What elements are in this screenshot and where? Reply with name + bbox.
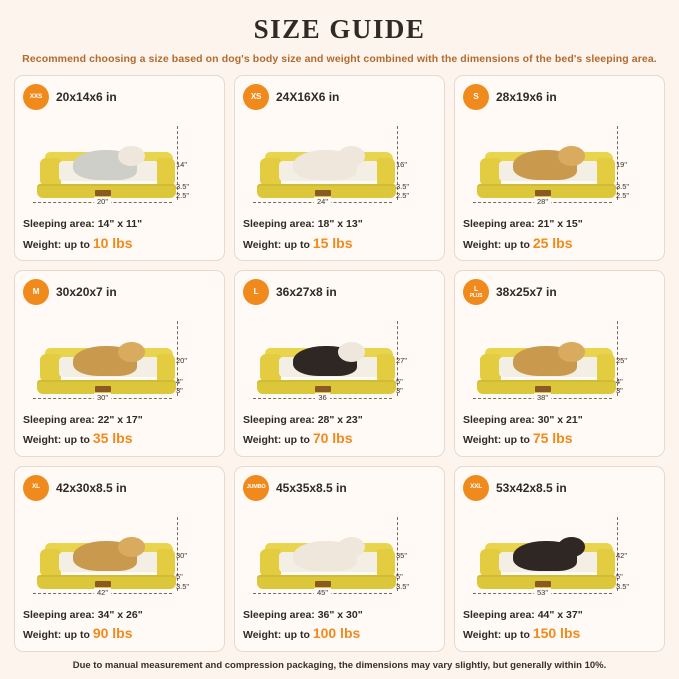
size-badge: [243, 84, 269, 110]
size-badge: [243, 279, 269, 305]
measure-width: 53": [534, 588, 551, 597]
size-info: [463, 412, 656, 450]
weight-label: Weight:: [243, 238, 282, 251]
size-card: [14, 75, 225, 261]
sleeping-area-value: 44" x 37": [537, 609, 583, 622]
bed-illustration: [463, 505, 656, 605]
bed-arm-right: [157, 158, 175, 186]
size-badge-label: L: [473, 285, 479, 293]
size-badge: [243, 475, 269, 501]
sleeping-area-row: [463, 607, 656, 623]
bed-brand-tag: [315, 190, 331, 196]
measure-width: 45": [314, 588, 331, 597]
sleeping-area-label: Sleeping area:: [463, 413, 535, 426]
height-measurements: [396, 551, 432, 591]
size-dimensions: 36x27x8 in: [276, 285, 337, 300]
measure-width: 28": [534, 197, 551, 206]
weight-label: Weight:: [243, 629, 282, 642]
weight-up-to: up to: [504, 238, 530, 251]
height-measurements: [616, 160, 652, 200]
measure-wall-height: 3.5": [176, 181, 190, 191]
sleeping-area-row: [23, 412, 216, 428]
bed-illustration: [23, 114, 216, 214]
weight-value: 70 lbs: [312, 429, 353, 446]
weight-label: Weight:: [243, 433, 282, 446]
bed-illustration: [463, 114, 656, 214]
bed-arm-left: [40, 158, 61, 186]
size-badge-label: L: [253, 287, 259, 297]
width-measurement: [473, 588, 612, 603]
size-card-header: [23, 475, 216, 501]
bed-brand-tag: [95, 190, 111, 196]
measure-base-height: 2.5": [616, 191, 630, 200]
size-badge: [463, 279, 489, 305]
weight-row: [463, 233, 656, 255]
size-info: [243, 216, 436, 254]
sleeping-area-label: Sleeping area:: [23, 218, 95, 231]
measure-overall-height: 35": [396, 550, 408, 560]
dog-bed-graphic: [37, 152, 176, 198]
weight-value: 75 lbs: [532, 429, 573, 446]
size-card-header: [243, 475, 436, 501]
measure-overall-height: 16": [396, 160, 408, 170]
width-measurement: [253, 392, 392, 408]
weight-up-to: up to: [284, 629, 310, 642]
sleeping-area-value: 36" x 30": [317, 609, 363, 622]
sleeping-area-row: [463, 412, 656, 428]
sleeping-area-label: Sleeping area:: [463, 218, 535, 231]
measure-base-height: 3": [176, 386, 183, 396]
size-info: [23, 607, 216, 645]
size-info: [463, 607, 656, 645]
sleeping-area-row: [463, 216, 656, 232]
weight-value: 35 lbs: [92, 429, 133, 446]
measure-base-height: 2.5": [176, 191, 190, 200]
size-badge: [463, 475, 489, 501]
weight-row: [23, 623, 216, 645]
bed-arm-right: [157, 549, 175, 577]
bed-brand-tag: [315, 581, 331, 587]
bed-brand-tag: [95, 581, 111, 587]
sleeping-area-row: [23, 607, 216, 623]
bed-arm-right: [597, 354, 615, 382]
dog-bed-graphic: [37, 543, 176, 589]
measure-wall-height: 5": [396, 376, 403, 386]
measure-base-height: 3.5": [616, 581, 630, 591]
bed-illustration: [463, 309, 656, 409]
weight-label: Weight:: [463, 629, 502, 642]
width-measurement: [473, 392, 612, 408]
sleeping-area-value: 22" x 17": [97, 413, 143, 426]
sleeping-area-value: 30" x 21": [537, 413, 583, 426]
weight-up-to: up to: [64, 629, 90, 642]
measure-overall-height: 42": [616, 550, 628, 560]
sleeping-area-label: Sleeping area:: [243, 413, 315, 426]
measure-wall-height: 5": [396, 572, 403, 582]
dog-bed-graphic: [257, 543, 396, 589]
size-badge-label: XXS: [29, 92, 43, 100]
sleeping-area-label: Sleeping area:: [243, 218, 315, 231]
sleeping-area-value: 28" x 23": [317, 413, 363, 426]
sleeping-area-label: Sleeping area:: [23, 413, 95, 426]
page-subtitle: Recommend choosing a size based on dog's body size and weight combined with the dimensions of the bed's sleeping area.: [22, 53, 657, 65]
weight-row: [23, 233, 216, 255]
bed-arm-left: [480, 549, 501, 577]
weight-value: 25 lbs: [532, 234, 573, 251]
bed-arm-left: [40, 354, 61, 382]
measure-base-height: 2.5": [396, 191, 410, 200]
sleeping-area-row: [243, 412, 436, 428]
weight-up-to: up to: [64, 433, 90, 446]
footnote: Due to manual measurement and compression packaging, the dimensions may vary slightly, but generally within 10%.: [72, 660, 607, 671]
bed-arm-right: [157, 354, 175, 382]
size-card-header: [243, 279, 436, 305]
size-badge: [23, 84, 49, 110]
dog-bed-graphic: [477, 152, 616, 198]
bed-arm-left: [260, 354, 281, 382]
bed-illustration: [243, 309, 436, 409]
bed-arm-left: [260, 549, 281, 577]
size-dimensions: 45x35x8.5 in: [276, 480, 347, 495]
height-measurements: [616, 356, 652, 396]
weight-label: Weight:: [23, 629, 62, 642]
dog-photo-head: [558, 342, 586, 362]
weight-value: 90 lbs: [92, 625, 133, 642]
weight-label: Weight:: [23, 433, 62, 446]
weight-row: [23, 428, 216, 450]
size-dimensions: 30x20x7 in: [56, 285, 117, 300]
height-measurements: [176, 160, 212, 200]
width-measurement: [473, 197, 612, 212]
weight-value: 150 lbs: [532, 625, 581, 642]
sleeping-area-value: 21" x 15": [537, 218, 583, 231]
sleeping-area-value: 18" x 13": [317, 218, 363, 231]
size-info: [23, 216, 216, 254]
weight-up-to: up to: [284, 433, 310, 446]
size-card-header: [463, 84, 656, 110]
weight-row: [243, 233, 436, 255]
dog-photo-head: [338, 342, 366, 362]
size-card-header: [23, 84, 216, 110]
dog-bed-graphic: [257, 152, 396, 198]
weight-row: [463, 623, 656, 645]
size-card: [234, 75, 445, 261]
size-card-header: [463, 475, 656, 501]
size-badge-label: S: [473, 92, 479, 101]
measure-wall-height: 3.5": [396, 181, 410, 191]
size-dimensions: 38x25x7 in: [496, 285, 557, 300]
bed-arm-left: [480, 354, 501, 382]
weight-up-to: up to: [284, 238, 310, 251]
width-measurement: [253, 588, 392, 603]
bed-illustration: [243, 114, 436, 214]
size-card-header: [463, 279, 656, 305]
sleeping-area-value: 34" x 26": [97, 609, 143, 622]
size-badge-label: M: [32, 287, 40, 297]
bed-brand-tag: [535, 386, 551, 392]
bed-arm-right: [377, 549, 395, 577]
size-card: [454, 270, 665, 456]
weight-up-to: up to: [504, 433, 530, 446]
width-measurement: [33, 197, 172, 212]
size-badge-label: JUMBO: [246, 483, 266, 490]
size-card-header: [243, 84, 436, 110]
sleeping-area-value: 14" x 11": [97, 218, 143, 231]
measure-overall-height: 19": [616, 160, 628, 170]
bed-brand-tag: [315, 386, 331, 392]
sleeping-area-row: [243, 607, 436, 623]
bed-illustration: [23, 505, 216, 605]
size-card: [14, 270, 225, 456]
dog-photo-head: [118, 342, 146, 362]
measure-overall-height: 14": [176, 160, 188, 170]
sleeping-area-label: Sleeping area:: [23, 609, 95, 622]
weight-value: 10 lbs: [92, 234, 133, 251]
size-info: [243, 607, 436, 645]
page-title: SIZE GUIDE: [253, 14, 426, 44]
weight-row: [243, 428, 436, 450]
size-card-grid: [14, 75, 665, 652]
bed-arm-left: [260, 158, 281, 186]
size-info: [243, 412, 436, 450]
measure-width: 20": [94, 197, 111, 206]
size-badge: [463, 84, 489, 110]
weight-up-to: up to: [64, 238, 90, 251]
size-dimensions: 24X16X6 in: [276, 90, 340, 104]
measure-overall-height: 25": [616, 355, 628, 365]
weight-label: Weight:: [23, 238, 62, 251]
size-dimensions: 42x30x8.5 in: [56, 480, 127, 495]
sleeping-area-row: [243, 216, 436, 232]
size-info: [463, 216, 656, 254]
measure-wall-height: 4": [616, 376, 623, 386]
bed-arm-right: [377, 354, 395, 382]
bed-brand-tag: [95, 386, 111, 392]
size-badge-sublabel: PLUS: [469, 292, 483, 299]
size-dimensions: 20x14x6 in: [56, 90, 117, 104]
measure-width: 24": [314, 197, 331, 206]
height-measurements: [396, 160, 432, 200]
measure-base-height: 3": [616, 386, 623, 396]
measure-width: 30": [94, 393, 111, 402]
bed-illustration: [243, 505, 436, 605]
bed-arm-right: [597, 549, 615, 577]
height-measurements: [176, 551, 212, 591]
bed-arm-left: [40, 549, 61, 577]
size-dimensions: 28x19x6 in: [496, 90, 557, 104]
measure-overall-height: 30": [176, 550, 188, 560]
size-card: [454, 75, 665, 261]
measure-width: 38": [534, 393, 551, 402]
measure-base-height: 3": [396, 386, 403, 396]
measure-overall-height: 20": [176, 355, 188, 365]
bed-arm-right: [377, 158, 395, 186]
size-card: [234, 270, 445, 456]
size-badge: [23, 475, 49, 501]
dog-bed-graphic: [257, 348, 396, 394]
bed-illustration: [23, 309, 216, 409]
measure-width: 42": [94, 588, 111, 597]
bed-brand-tag: [535, 190, 551, 196]
width-measurement: [33, 392, 172, 408]
dog-bed-graphic: [37, 348, 176, 394]
size-badge: [23, 279, 49, 305]
measure-wall-height: 5": [616, 572, 623, 582]
size-card: [14, 466, 225, 652]
measure-wall-height: 3.5": [616, 181, 630, 191]
weight-row: [463, 428, 656, 450]
weight-up-to: up to: [504, 629, 530, 642]
sleeping-area-label: Sleeping area:: [243, 609, 315, 622]
dog-bed-graphic: [477, 543, 616, 589]
measure-overall-height: 27": [396, 355, 408, 365]
width-measurement: [33, 588, 172, 603]
measure-base-height: 3.5": [396, 581, 410, 591]
sleeping-area-label: Sleeping area:: [463, 609, 535, 622]
size-card: [454, 466, 665, 652]
weight-value: 100 lbs: [312, 625, 361, 642]
weight-label: Weight:: [463, 238, 502, 251]
height-measurements: [176, 356, 212, 396]
sleeping-area-row: [23, 216, 216, 232]
size-dimensions: 53x42x8.5 in: [496, 480, 567, 495]
size-card-header: [23, 279, 216, 305]
height-measurements: [616, 551, 652, 591]
size-card: [234, 466, 445, 652]
size-badge-label: XXL: [469, 483, 483, 491]
weight-value: 15 lbs: [312, 234, 353, 251]
size-badge-label: XL: [32, 483, 40, 491]
measure-width: 36: [315, 393, 329, 402]
measure-wall-height: 4": [176, 376, 183, 386]
measure-wall-height: 5": [176, 572, 183, 582]
measure-base-height: 3.5": [176, 581, 190, 591]
height-measurements: [396, 356, 432, 396]
weight-row: [243, 623, 436, 645]
bed-arm-left: [480, 158, 501, 186]
dog-bed-graphic: [477, 348, 616, 394]
bed-brand-tag: [535, 581, 551, 587]
width-measurement: [253, 197, 392, 212]
weight-label: Weight:: [463, 433, 502, 446]
size-info: [23, 412, 216, 450]
size-badge-label: XS: [250, 92, 262, 101]
bed-arm-right: [597, 158, 615, 186]
